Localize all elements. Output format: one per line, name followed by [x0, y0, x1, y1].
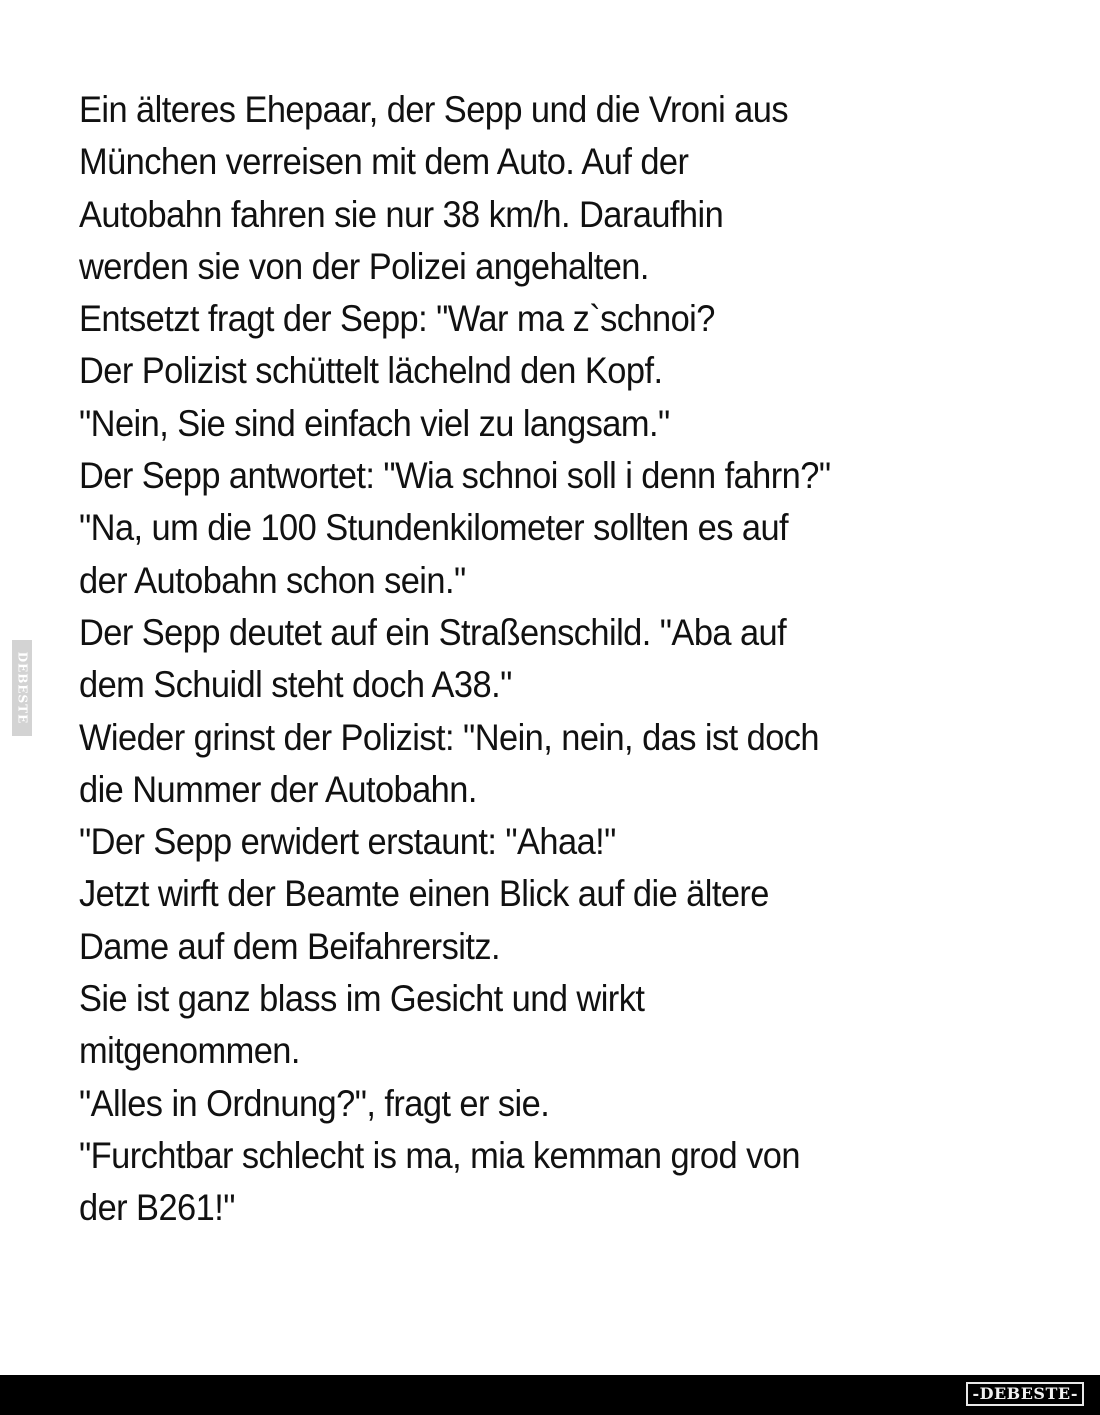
- text-line: "Alles in Ordnung?", fragt er sie.: [79, 1082, 550, 1124]
- text-line: Sie ist ganz blass im Gesicht und wirkt: [79, 978, 645, 1020]
- text-line: "Na, um die 100 Stundenkilometer sollten es auf: [79, 507, 789, 549]
- text-line: "Furchtbar schlecht is ma, mia kemman grod von: [79, 1134, 800, 1176]
- text-line: werden sie von der Polizei angehalten.: [79, 245, 649, 287]
- text-line: Der Sepp antwortet: "Wia schnoi soll i denn fahrn?": [79, 455, 831, 497]
- bottom-bar: [0, 1375, 1100, 1415]
- text-line: Ein älteres Ehepaar, der Sepp und die Vroni aus: [79, 89, 788, 130]
- side-watermark: [12, 640, 32, 736]
- text-line: Jetzt wirft der Beamte einen Blick auf die ältere: [79, 873, 769, 915]
- side-watermark-text: DEBESTE: [15, 651, 29, 725]
- brand-logo: [966, 1382, 1084, 1406]
- text-line: "Nein, Sie sind einfach viel zu langsam.": [79, 402, 670, 444]
- text-line: Wieder grinst der Polizist: "Nein, nein, das ist doch: [79, 716, 820, 758]
- text-line: Autobahn fahren sie nur 38 km/h. Daraufhin: [79, 193, 724, 235]
- text-line: die Nummer der Autobahn.: [79, 768, 477, 810]
- text-line: "Der Sepp erwidert erstaunt: "Ahaa!": [79, 821, 616, 863]
- joke-text: [79, 84, 1039, 1235]
- text-line: Dame auf dem Beifahrersitz.: [79, 925, 500, 967]
- text-line: Der Polizist schüttelt lächelnd den Kopf.: [79, 350, 663, 392]
- brand-logo-text: -DEBESTE-: [972, 1384, 1078, 1403]
- text-line: Entsetzt fragt der Sepp: "War ma z`schnoi?: [79, 298, 715, 340]
- text-line: der Autobahn schon sein.": [79, 559, 466, 601]
- text-line: der B261!": [79, 1187, 235, 1229]
- text-line: dem Schuidl steht doch A38.": [79, 664, 512, 706]
- text-line: mitgenommen.: [79, 1030, 300, 1072]
- text-line: München verreisen mit dem Auto. Auf der: [79, 141, 689, 183]
- text-line: Der Sepp deutet auf ein Straßenschild. "Aba auf: [79, 611, 787, 653]
